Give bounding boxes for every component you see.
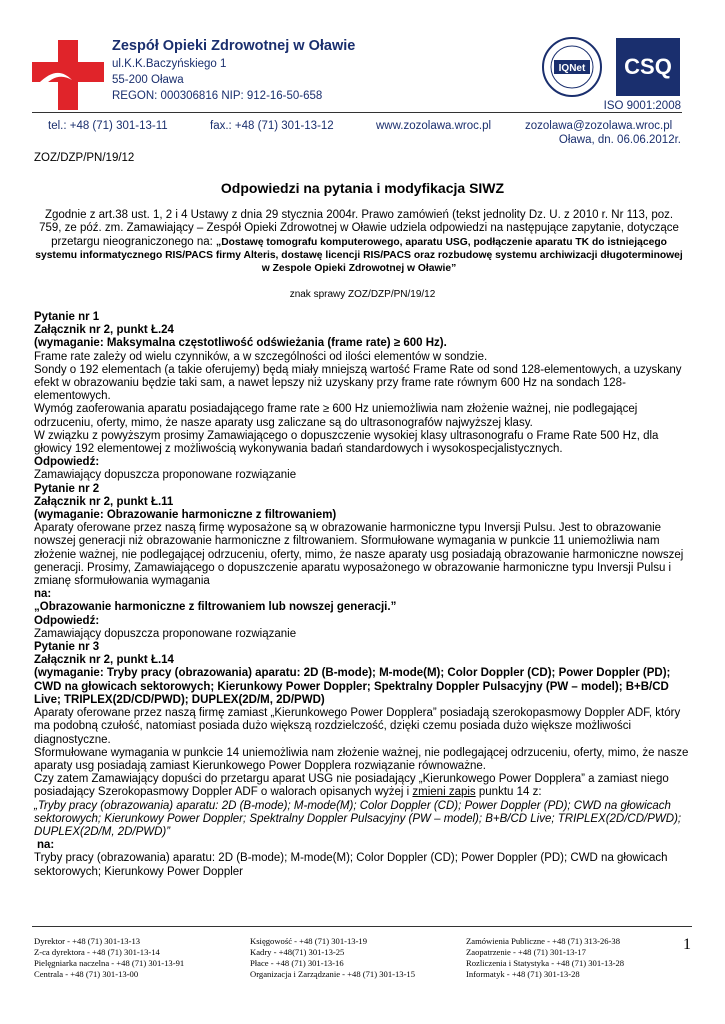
address-city: 55-200 Oława	[112, 74, 184, 86]
q3-na-text: Tryby pracy (obrazowania) aparatu: 2D (B-mode); M-mode(M); Color Doppler (CD); Power Doppler (PD); CWD na głowicach sektorowych; Kierunkowy Power Doppler	[34, 852, 668, 878]
iqnet-logo-text: IQNet	[558, 63, 586, 74]
organization-name: Zespół Opieki Zdrowotnej w Oławie	[112, 38, 356, 54]
footer-entry: Płace - +48 (71) 301-13-16	[250, 958, 344, 968]
email-link[interactable]: zozolawa@zozolawa.wroc.pl	[525, 120, 673, 132]
header-rule	[32, 112, 682, 113]
q3-annex: Załącznik nr 2, punkt Ł.14	[34, 654, 174, 667]
reference-number: ZOZ/DZP/PN/19/12	[34, 152, 135, 164]
footer-entry: Kadry - +48(71) 301-13-25	[250, 947, 345, 957]
footer-entry: Informatyk - +48 (71) 301-13-28	[466, 969, 580, 979]
q1-annex: Załącznik nr 2, punkt Ł.24	[34, 324, 174, 337]
regon-nip: REGON: 000306816 NIP: 912-16-50-658	[112, 90, 323, 102]
q1-paragraph: Frame rate zależy od wielu czynników, a w szczególności od ilości elementów w sondzie.	[34, 350, 488, 363]
q1-paragraph: Sondy o 192 elementach (a takie oferujemy) będą miały mniejszą wartość Frame Rate od sond 128-elementowych, a uzyskany efekt w obrazowaniu będzie taki sam, a nawet lepszy niż uzyskany przy frame rate równym 600 Hz na sondach 128-elementowych.	[34, 363, 682, 403]
intro-paragraph	[34, 209, 684, 275]
q3-paragraph	[34, 773, 694, 799]
q3-na-label: na:	[37, 839, 55, 852]
case-reference: znak sprawy ZOZ/DZP/PN/19/12	[289, 289, 436, 300]
q3-paragraph: Aparaty oferowane przez naszą firmę zamiast „Kierunkowego Power Dopplera” posiadają szerokopasmowy Doppler ADF, który ma podobną czułość, natomiast posiada dużo większą rozdzielczość, dzięki czemu posiada dużo większe możliwości diagnostyczne.	[34, 707, 681, 746]
website-link[interactable]: www.zozolawa.wroc.pl	[376, 120, 492, 132]
footer-entry: Rozliczenia i Statystyka - +48 (71) 301-13-28	[466, 958, 625, 968]
q2-answer: Zamawiający dopuszcza proponowane rozwiązanie	[34, 627, 297, 640]
q1-paragraph: W związku z powyższym prosimy Zamawiającego o dopuszczenie wysokiej klasy ultrasonografu o Frame Rate 500 Hz, dla głowicy 192 elementowej z możliwością wykonywania badań standardowych i wysokospecjalistycznych.	[34, 429, 659, 456]
q2-na-text: „Obrazowanie harmoniczne z filtrowaniem lub nowszej generacji.”	[34, 601, 397, 614]
q1-heading: Pytanie nr 1	[34, 311, 100, 323]
phone: tel.: +48 (71) 301-13-11	[48, 120, 168, 132]
q2-annex: Załącznik nr 2, punkt Ł.11	[34, 495, 174, 508]
q1-requirement: (wymaganie: Maksymalna częstotliwość odświeżania (frame rate) ≥ 600 Hz).	[34, 337, 447, 350]
place-date: Oława, dn. 06.06.2012r.	[558, 134, 681, 146]
footer-entry: Zamówienia Publiczne - +48 (71) 313-26-38	[466, 936, 621, 946]
q2-answer-label: Odpowiedź:	[34, 614, 100, 627]
q2-requirement: (wymaganie: Obrazowanie harmoniczne z filtrowaniem)	[34, 509, 337, 522]
q3-quote: „Tryby pracy (obrazowania) aparatu: 2D (B-mode); M-mode(M); Color Doppler (CD); Power Doppler (PD); CWD na głowicach sektorowych; Kierunkowy Power Doppler; Spektralny Doppler Pulsacyjny (PW – model); B+B/CD Live; TRIPLEX(2D/CD/PWD); DUPLEX(2D/M, 2D/PWD)”	[34, 799, 682, 838]
q1-paragraph: Wymóg zaoferowania aparatu posiadającego frame rate ≥ 600 Hz uniemożliwia nam złożenie ważnej, nie podlegającej odrzuceniu, oferty, mimo, że nasze aparaty usg zaliczane są do ultrasonografów najwyższej klasy.	[34, 403, 638, 429]
intro-text: Zgodnie z art.38 ust. 1, 2 i 4 Ustawy z dnia 29 stycznia 2004r. Prawo zamówień (tekst jednolity Dz. U. z 2010 r. Nr 113, poz. 759, ze póź. zm. Zamawiający – Zespół Opieki Zdrowotnej w Oławie udziela odpowiedzi na następujące zapytanie, dotyczące przetargu nieograniczonego na:	[39, 209, 679, 248]
page-number: 1	[683, 936, 691, 953]
document-title: Odpowiedzi na pytania i modyfikacja SIWZ	[220, 180, 505, 196]
footer-entry: Księgowość - +48 (71) 301-13-19	[250, 936, 368, 946]
certification-logos	[540, 36, 682, 98]
footer-entry: Organizacja i Zarządzanie - +48 (71) 301-13-15	[250, 969, 416, 979]
footer-column-2	[250, 936, 415, 980]
q3-p3-text: Czy zatem Zamawiający dopuści do przetargu aparat USG nie posiadający „Kierunkowego Power Dopplera” a zamiast niego posiadający Szerokopasmowy Doppler ADF o walorach opisanych wyżej i	[34, 773, 669, 799]
fax: fax.: +48 (71) 301-13-12	[210, 120, 334, 132]
q2-paragraph: Aparaty oferowane przez naszą firmę wyposażone są w obrazowanie harmoniczne typu Inversji Pulsu. Jest to obrazowanie nowszej generacji niż obrazowanie harmoniczne z filtrowaniem. Sformułowane wymagania w punkcie 11 uniemożliwia nam złożenie ważnej, nie podlegającej odrzuceniu, oferty, mimo, że nasze aparaty usg posiadają obrazowanie harmoniczne nowszej generacji. Prosimy, Zamawiającego o dopuszczenie aparatu wyposażonego w obrazowanie harmoniczne typu Inversji Pulsu i zmianę sformułowania wymagania	[34, 522, 684, 588]
q2-na-label: na:	[34, 588, 52, 601]
q1-answer: Zamawiający dopuszcza proponowane rozwiązanie	[34, 469, 297, 482]
footer-column-1	[34, 936, 184, 980]
csq-logo-text: CSQ	[624, 54, 672, 79]
footer-entry: Pielęgniarka naczelna - +48 (71) 301-13-91	[34, 958, 185, 968]
q3-heading: Pytanie nr 3	[34, 641, 100, 654]
q2-heading: Pytanie nr 2	[34, 482, 100, 495]
q3-requirement: (wymaganie: Tryby pracy (obrazowania) aparatu: 2D (B-mode); M-mode(M); Color Doppler (CD); Power Doppler (PD); CWD na głowicach sektorowych; Kierunkowy Power Doppler; Spektralny Doppler Pulsacyjny (PW – model); B+B/CD Live; TRIPLEX(2D/CD/PWD); DUPLEX(2D/M, 2D/PWD)	[34, 667, 671, 706]
q3-p3-underlined: zmieni zapis	[412, 786, 476, 799]
footer-entry: Dyrektor - +48 (71) 301-13-13	[34, 936, 141, 946]
footer-column-3	[466, 936, 624, 980]
footer-entry: Z-ca dyrektora - +48 (71) 301-13-14	[34, 947, 160, 957]
q3-paragraph: Sformułowane wymagania w punkcie 14 uniemożliwia nam złożenie ważnej, nie podlegającej odrzuceniu, oferty, mimo, że nasze aparaty usg posiadają zamiast Kierunkowego Power Dopplera rozwiązanie równoważne.	[34, 746, 689, 772]
intro-subject: „Dostawę tomografu komputerowego, aparatu USG, podłączenie aparatu TK do istniejącego systemu informatycznego RIS/PACS firmy Alteris, dostawę licencji RIS/PACS oraz rozbudowę systemu archiwizacji długoterminowej w Zespole Opieki Zdrowotnej w Oławie”	[35, 236, 683, 275]
footer-entry: Zaopatrzenie - +48 (71) 301-13-17	[466, 947, 586, 957]
document-body	[34, 311, 694, 879]
footer-rule	[32, 926, 692, 927]
q1-answer-label: Odpowiedź:	[34, 456, 100, 469]
footer-entry: Centrala - +48 (71) 301-13-00	[34, 969, 139, 979]
address-street: ul.K.K.Baczyńskiego 1	[112, 58, 227, 70]
q3-p3-text-end: punktu 14 z:	[475, 786, 542, 799]
iso-label: ISO 9001:2008	[603, 100, 681, 112]
hospital-cross-logo	[32, 40, 104, 110]
